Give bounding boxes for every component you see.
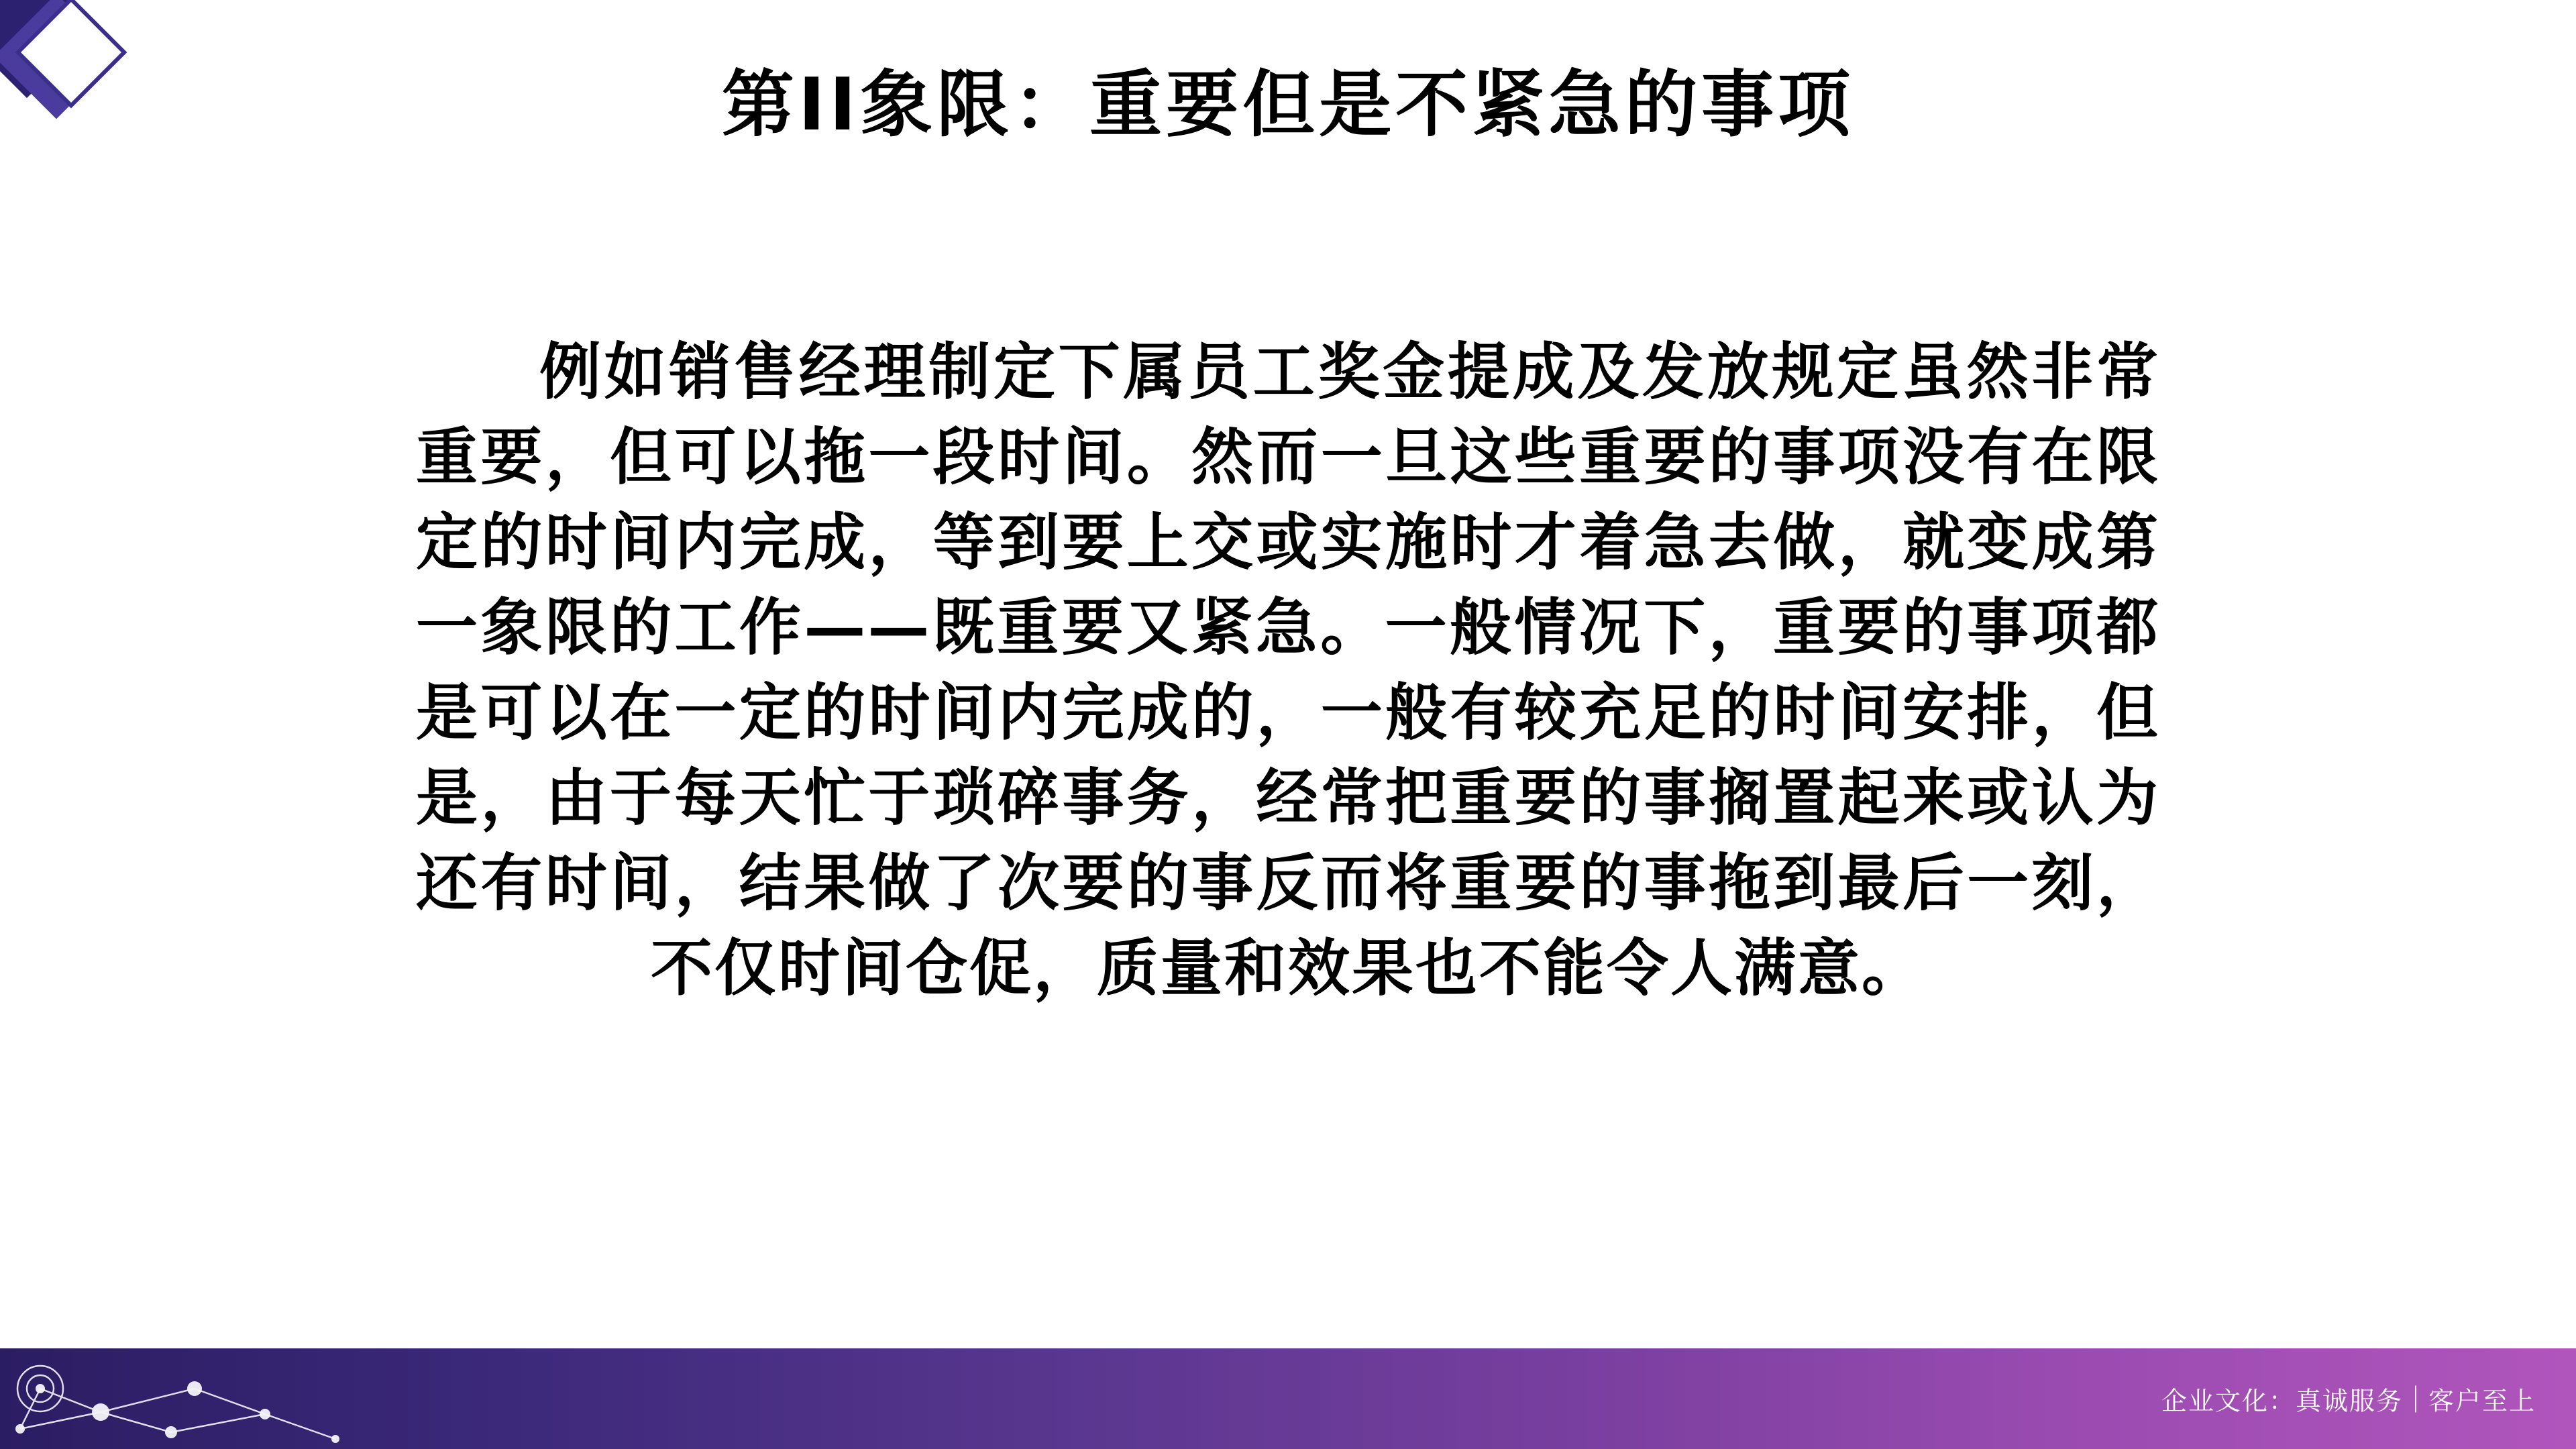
page-title: 第II象限：重要但是不紧急的事项	[721, 63, 1855, 147]
footer-separator	[2415, 1385, 2416, 1412]
body-container	[416, 268, 2160, 1073]
footer-bar	[0, 1348, 2576, 1449]
body-paragraph: 例如销售经理制定下属员工奖金提成及发放规定虽然非常重要，但可以拖一段时间。然而一旦这些重要的事项没有在限定的时间内完成，等到要上交或实施时才着急去做，就变成第一象限的工作——既重要又紧急。一般情况下，重要的事项都是可以在一定的时间内完成的，一般有较充足的时间安排，但是，由于每天忙于琐碎事务，经常把重要的事搁置起来或认为还有时间，结果做了次要的事反而将重要的事拖到最后一刻，不仅时间仓促，质量和效果也不能令人满意。	[416, 336, 2160, 1004]
network-decoration-icon	[0, 1348, 470, 1449]
footer-text	[2161, 1381, 2536, 1417]
title-container	[0, 64, 2576, 147]
footer-label-right: 客户至上	[2428, 1386, 2536, 1416]
footer-label-left: 企业文化：真诚服务	[2161, 1386, 2403, 1416]
